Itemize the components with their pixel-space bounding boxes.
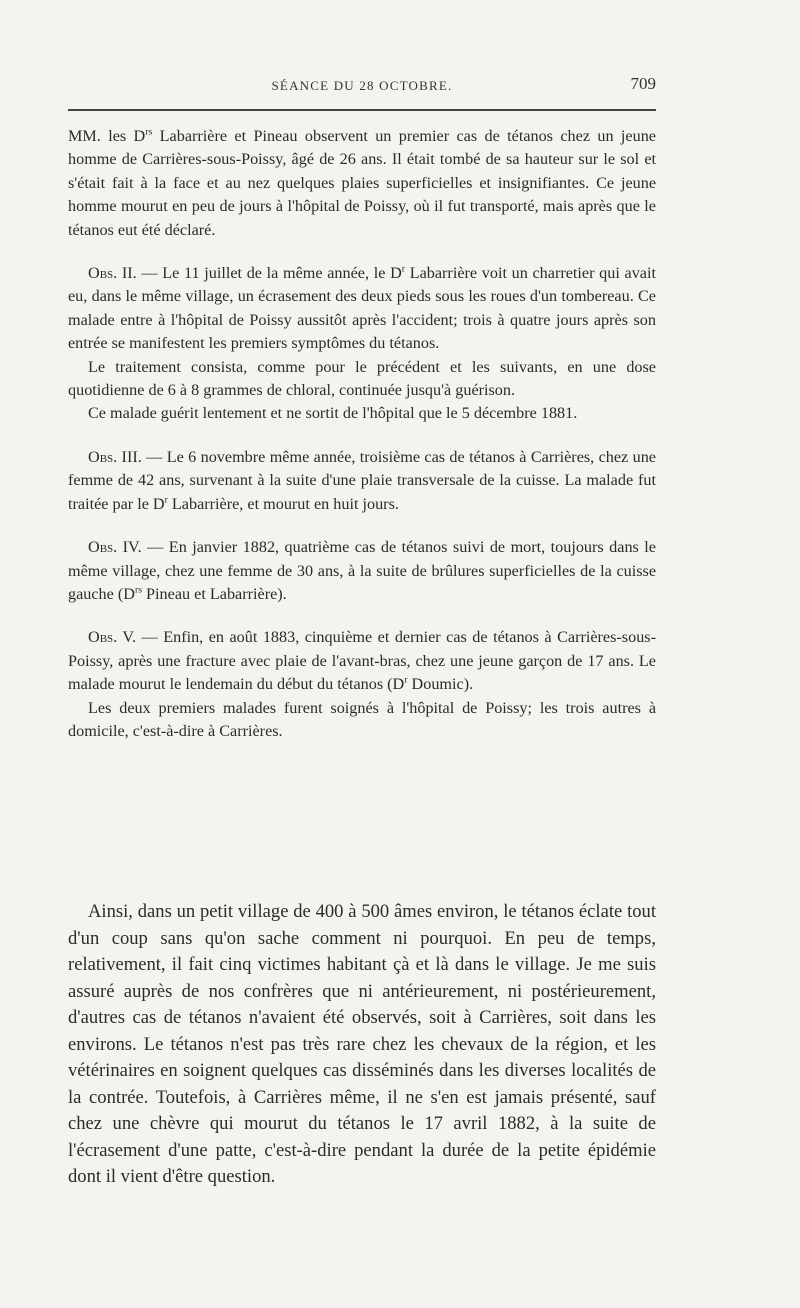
page-header bbox=[68, 76, 656, 100]
text-run: — Le 11 juillet de la même année, le D bbox=[136, 264, 402, 283]
superscript: rs bbox=[134, 584, 142, 596]
text-run: Labarrière voit un charretier qui avait eu, dans le même village, un écrasement des deux pieds sous les roues d'un tombereau. Ce malade entre à l'hôpital de Poissy aussitôt après l'accident; trois à quatre jours après son entrée se manifestent les premiers symptômes du tétanos. bbox=[68, 264, 656, 353]
text-run: Labarrière et Pineau observent un premier cas de tétanos chez un jeune homme de Carrières-sous-Poissy, âgé de 26 ans. Il était tombé de sa hauteur sur le sol et s'était fait à la face et au nez quelques plaies superficielles et insignifiantes. Ce jeune homme mourut en peu de jours à l'hôpital de Poissy, où il fut transporté, mais après que le tétanos eut été déclaré. bbox=[68, 127, 656, 239]
superscript: rs bbox=[145, 126, 153, 138]
text-run: Pineau et Labarrière). bbox=[142, 584, 287, 603]
text-run: Ce malade guérit lentement et ne sortit de l'hôpital que le 5 décembre 1881. bbox=[88, 404, 578, 423]
observations-section bbox=[68, 125, 656, 743]
observation-label: Obs. II. bbox=[88, 264, 137, 283]
observation-label: Obs. IV. bbox=[88, 538, 142, 557]
paragraph bbox=[68, 446, 656, 516]
observation-label: Obs. V. bbox=[88, 628, 137, 647]
paragraph bbox=[68, 697, 656, 744]
text-run: — En janvier 1882, quatrième cas de tétanos suivi de mort, toujours dans le même village, chez une femme de 30 ans, à la suite de brûlures superficielles de la cuisse gauche (D bbox=[68, 538, 656, 603]
text-run: MM. les D bbox=[68, 127, 146, 145]
superscript: r bbox=[404, 674, 408, 686]
superscript: r bbox=[401, 263, 406, 275]
page-number: 709 bbox=[630, 74, 656, 93]
paragraph bbox=[68, 536, 656, 606]
text-run: Doumic). bbox=[407, 675, 474, 694]
conclusion-paragraph: Ainsi, dans un petit village de 400 à 500 âmes environ, le tétanos éclate tout d'un coup sans qu'on sache comment ni pourquoi. En peu de temps, relativement, il fait cinq victimes habitant çà et là dans le village. Je me suis assuré auprès de nos confrères que ni antérieurement, ni postérieurement, d'autres cas de tétanos n'avaient été observés, soit à Carrières, soit dans les environs. Le tétanos n'est pas très rare chez les chevaux de la région, et les vétérinaires en soignent quelques cas disséminés dans les diverses localités de la contrée. Toutefois, à Carrières même, il ne s'en est jamais présenté, sauf chez une chèvre qui mourut du tétanos le 17 avril 1882, à la suite de l'écrasement d'une patte, c'est-à-dire pendant la durée de la petite épidémie dont il vient d'être question. bbox=[68, 901, 656, 1187]
header-rule bbox=[68, 109, 656, 111]
paragraph bbox=[68, 626, 656, 696]
text-run: Les deux premiers malades furent soignés à l'hôpital de Poissy; les trois autres à domicile, c'est-à-dire à Carrières. bbox=[68, 698, 656, 740]
paragraph bbox=[68, 125, 656, 242]
running-head: SÉANCE DU 28 OCTOBRE. bbox=[271, 78, 453, 93]
text-run: — Enfin, en août 1883, cinquième et dernier cas de tétanos à Carrières-sous-Poissy, après une fracture avec plaie de l'avant-bras, chez une jeune garçon de 17 ans. Le malade mourut le lendemain du début du tétanos (D bbox=[68, 628, 656, 694]
paragraph bbox=[68, 262, 656, 356]
superscript: r bbox=[164, 494, 168, 506]
text-run: Le traitement consista, comme pour le précédent et les suivants, en une dose quotidienne de 6 à 8 grammes de chloral, continuée jusqu'à guérison. bbox=[68, 357, 656, 400]
conclusion-section bbox=[68, 899, 656, 1191]
observation-label: Obs. III. bbox=[88, 447, 142, 466]
text-run: — Le 6 novembre même année, troisième cas de tétanos à Carrières, chez une femme de 42 ans, survenant à la suite d'une plaie transversale de la cuisse. La malade fut traitée par le D bbox=[68, 447, 656, 513]
text-run: Labarrière, et mourut en huit jours. bbox=[167, 494, 399, 513]
paragraph bbox=[68, 402, 656, 425]
paragraph bbox=[68, 356, 656, 403]
